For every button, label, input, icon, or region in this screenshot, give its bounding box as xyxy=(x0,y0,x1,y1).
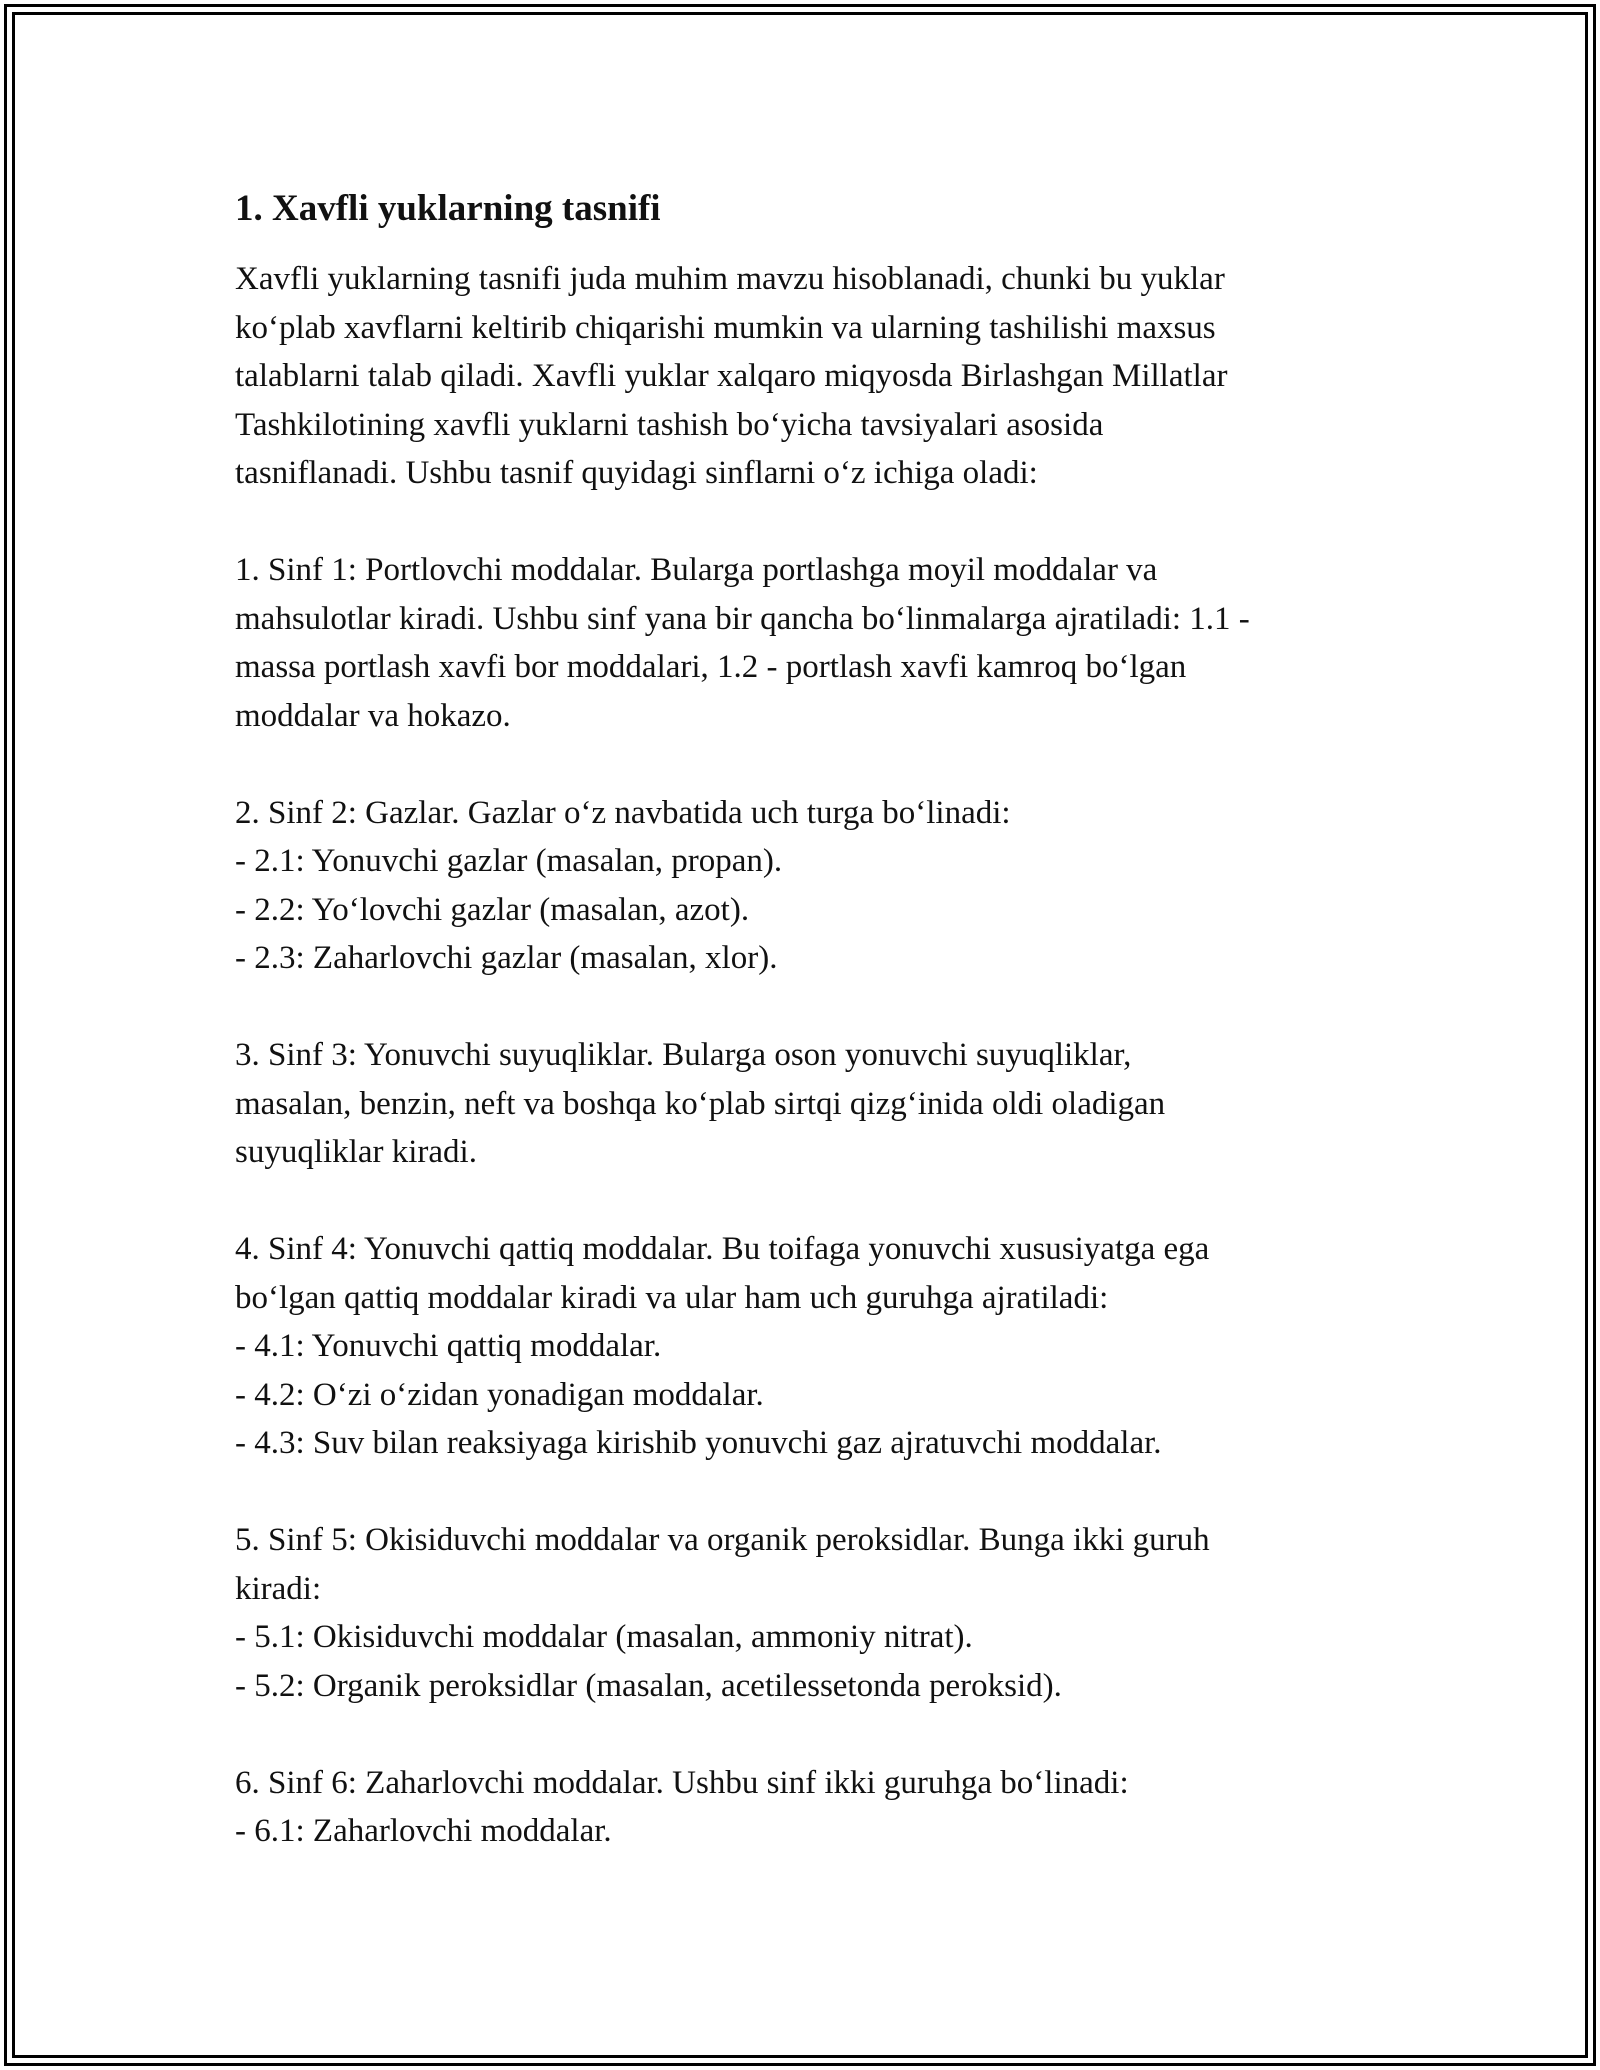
class-3-paragraph: 3. Sinf 3: Yonuvchi suyuqliklar. Bularga oson yonuvchi suyuqliklar, masalan, benzin, neft va boshqa ko‘plab sirtqi qizg‘inida oldi oladigan suyuqliklar kiradi. xyxy=(235,1037,1166,1170)
document-body xyxy=(235,185,1405,1856)
class-1-paragraph: 1. Sinf 1: Portlovchi moddalar. Bularga portlashga moyil moddalar va mahsulotlar kiradi. Ushbu sinf yana bir qancha bo‘linmalarga ajratiladi: 1.1 - massa portlash xavfi bor moddalari, 1.2 - portlash xavfi kamroq bo‘lgan moddalar va hokazo. xyxy=(235,552,1250,734)
class-6-paragraph: 6. Sinf 6: Zaharlovchi moddalar. Ushbu sinf ikki guruhga bo‘linadi: - 6.1: Zaharlovchi moddalar. xyxy=(235,1764,1129,1849)
class-4-paragraph: 4. Sinf 4: Yonuvchi qattiq moddalar. Bu toifaga yonuvchi xususiyatga ega bo‘lgan qattiq moddalar kiradi va ular ham uch guruhga ajratiladi: - 4.1: Yonuvchi qattiq moddalar. - 4.2: O‘zi o‘zidan yonadigan moddalar. - 4.3: Suv bilan reaksiyaga kirishib yonuvchi gaz ajratuvchi moddalar. xyxy=(235,1231,1210,1461)
class-2-paragraph: 2. Sinf 2: Gazlar. Gazlar o‘z navbatida uch turga bo‘linadi: - 2.1: Yonuvchi gazlar (masalan, propan). - 2.2: Yo‘lovchi gazlar (masalan, azot). - 2.3: Zaharlovchi gazlar (masalan, xlor). xyxy=(235,794,1011,976)
class-5-paragraph: 5. Sinf 5: Okisiduvchi moddalar va organik peroksidlar. Bunga ikki guruh kiradi: - 5.1: Okisiduvchi moddalar (masalan, ammoniy nitrat). - 5.2: Organik peroksidlar (masalan, acetilessetonda peroksid). xyxy=(235,1522,1210,1704)
section-title: 1. Xavfli yuklarning tasnifi xyxy=(235,188,661,229)
intro-paragraph: Xavfli yuklarning tasnifi juda muhim mavzu hisoblanadi, chunki bu yuklar ko‘plab xavflarni keltirib chiqarishi mumkin va ularning tashilishi maxsus talablarni talab qiladi. Xavfli yuklar xalqaro miqyosda Birlashgan Millatlar Tashkilotining xavfli yuklarni tashish bo‘yicha tavsiyalari asosida tasniflanadi. Ushbu tasnif quyidagi sinflarni o‘z ichiga oladi: xyxy=(235,261,1228,491)
